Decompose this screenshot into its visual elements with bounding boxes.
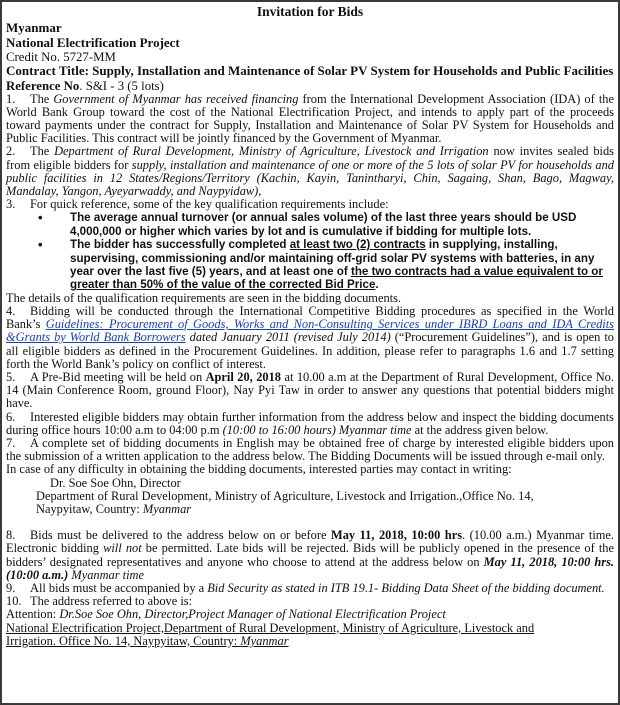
- contact-address-line2: Naypyitaw, Country:: [36, 502, 143, 517]
- contact-address-line1: Department of Rural Development, Ministry of Agriculture, Livestock and Irrigation.,Office No. 14,: [36, 488, 534, 503]
- paragraph-3: [6, 198, 614, 211]
- p5-text-c: at 10.00 a.m at the Department of Rural Development, Office No. 14 (Main Conference Room, ground Floor), Nay Pyi Taw in order to answer any questions that potential bidders might have.: [6, 369, 614, 411]
- difficulty-note: In case of any difficulty in obtaining the bidding documents, interested parties may contact in writing:: [6, 462, 512, 477]
- paragraph-4: [6, 305, 614, 371]
- p6-text-c: at the address given below.: [411, 422, 549, 437]
- address-line-2: [6, 635, 289, 648]
- p4-text-c: (“Procurement Guidelines”), and is open to all eligible bidders as defined in the Procurement Guidelines. In addition, please refer to paragraphs 1.6 and 1.7 setting forth the World Bank’s policy on conflict of interest.: [6, 330, 614, 371]
- p1-text-italic: Government of Myanmar has received financing: [53, 91, 299, 106]
- p1-text-c: from the International Development Association (IDA) of the World Bank Group toward the cost of the National Electrification Project, and intends to apply part of the proceeds toward payments under the contract for Supply, Installation and Maintenance of Solar PV System for Households and Public Facilities. This contract will be jointly financed by the Government of Myanmar.: [6, 91, 614, 146]
- contract-title: Contract Title: Supply, Installation and Maintenance of Solar PV System for Households and Public Facilities: [6, 63, 614, 78]
- p8-text-c: . (10.00 a.m.) Myanmar time. Electronic bidding: [6, 528, 615, 556]
- paragraph-number: 7.: [6, 436, 16, 450]
- pre-bid-date: April 20, 2018: [205, 369, 281, 384]
- paragraph-6: [6, 411, 614, 437]
- qualification-details: The details of the qualification requirements are seen in the bidding documents.: [6, 290, 401, 305]
- procurement-guidelines-link[interactable]: Guidelines: Procurement of Goods, Works and Non-Consulting Services under IBRD Loans and IDA Credits &Grants by World Bank Borrowers: [6, 317, 614, 345]
- bullet-2-text-a: The bidder has successfully completed: [70, 238, 290, 252]
- reference-label: Reference No: [6, 78, 80, 93]
- document-body: [6, 4, 614, 648]
- paragraph-8: [6, 529, 614, 582]
- paragraph-5: [6, 371, 614, 411]
- p6-text-a: Interested eligible bidders may obtain further information from the address below and inspect the bidding documents during office hours 10:00 a.m to 04:00 p.m: [6, 409, 614, 437]
- address-country: Myanmar: [240, 633, 289, 648]
- p4-date: dated January 2011 (revised July 2014): [185, 330, 391, 345]
- opening-date: May 11, 2018, 10:00 hrs. (10:00 a.m.): [6, 554, 614, 582]
- bid-security: Bid Security as stated in ITB 19.1- Bidding Data Sheet of the bidding document.: [207, 581, 605, 596]
- p3-text: For quick reference, some of the key qualification requirements include:: [30, 197, 389, 212]
- credit-number: Credit No. 5727-MM: [6, 50, 116, 64]
- contact-country: Myanmar: [142, 502, 192, 517]
- p2-text-c: now invites sealed bids from eligible bidders for: [6, 144, 614, 172]
- paragraph-number: 6.: [6, 409, 16, 424]
- p8-text-e: be permitted. Late bids will be rejected. Bids will be publicly opened in the presence of the bidders’ designated representatives and anyone who choose to attend at the address below on: [6, 541, 615, 569]
- p8-text-a: Bids must be delivered to the address below on or before: [30, 528, 332, 543]
- paragraph-number: 1.: [6, 91, 16, 106]
- bullet-2-text-c: in supplying, installing, supervising, commissioning and/or maintaining off-grid solar PV systems with batteries, in any year over the last five (5) years, and at least one of: [70, 238, 595, 278]
- address-line-1: National Electrification Project,Department of Rural Development, Ministry of Agriculture, Livestock and: [6, 620, 535, 635]
- contact-address: [6, 490, 614, 516]
- bullet-1-text: The average annual turnover (or annual sales volume) of the last three years should be USD 4,000,000 or higher which varies by lot and is cumulative if bidding for multiple lots.: [70, 211, 577, 238]
- p1-text-a: The: [30, 91, 54, 106]
- p2-text-a: The: [30, 144, 55, 159]
- p8-will-not: will not: [103, 541, 142, 556]
- address-line-2-text: Irrigation. Office No. 14, Naypyitaw, Country:: [6, 633, 241, 648]
- paragraph-2: [6, 145, 614, 198]
- p5-text-a: A Pre-Bid meeting will be held on: [30, 369, 206, 384]
- p2-scope: supply, installation and maintenance of one or more of the 5 lots of solar PV for households and public facilities in 12 States/Regions/Territory (Kachin, Kayin, Tanintharyi, Chin, Sagaing, Shan, Bago, Magway, Mandalay, Yangon, Ayeyarwaddy, and Naypyidaw),: [6, 157, 614, 198]
- attention-label: Attention:: [6, 607, 60, 622]
- bullet-icon: •: [38, 210, 43, 226]
- qualification-bullet: [6, 211, 614, 238]
- paragraph-number: 3.: [6, 197, 16, 212]
- p2-agency: Department of Rural Development, Ministry of Agriculture, Livestock and Irrigation: [54, 144, 489, 159]
- paragraph-number: 8.: [6, 528, 16, 543]
- paragraph-number: 5.: [6, 369, 16, 384]
- bullet-2-underlined-2: the two contracts had a value equivalent to or greater than 50% of the value of the corrected Bid Price: [70, 264, 603, 292]
- p9-text-a: All bids must be accompanied by a: [30, 581, 208, 596]
- p7-text: A complete set of bidding documents in English may be obtained free of charge by interested eligible bidders upon the submission of a written application to the address below. The Bidding Documents will be issued through e-mail only.: [6, 436, 614, 464]
- contact-name: Dr. Soe Soe Ohn, Director: [50, 475, 181, 490]
- attention-name: Dr.Soe Soe Ohn, Director,Project Manager of National Electrification Project: [59, 607, 446, 622]
- p8-time: Myanmar time: [68, 567, 145, 582]
- page-title: Invitation for Bids: [256, 4, 364, 19]
- paragraph-7: [6, 437, 614, 463]
- p6-hours: (10:00 to 16:00 hours) Myanmar time: [222, 422, 412, 437]
- qualification-bullet: [6, 238, 614, 292]
- paragraph-number: 4.: [6, 303, 16, 318]
- paragraph-number: 2.: [6, 144, 16, 159]
- deadline-date: May 11, 2018, 10:00 hrs: [331, 528, 463, 543]
- paragraph-number: 10.: [6, 594, 22, 609]
- country-heading: Myanmar: [6, 20, 62, 35]
- paragraph-number: 9.: [6, 581, 16, 596]
- reference-number: [6, 79, 614, 93]
- reference-value: . S&I - 3 (5 lots): [79, 78, 164, 93]
- p10-text: The address referred to above is:: [30, 594, 193, 609]
- paragraph-1: [6, 93, 614, 146]
- p4-text-a: Bidding will be conducted through the International Competitive Bidding procedures as specified in the World Bank’s: [6, 303, 614, 332]
- bullet-2-underlined: at least two (2) contracts: [289, 238, 426, 252]
- bullet-2-text-e: .: [375, 278, 379, 292]
- bullet-icon: •: [38, 237, 43, 253]
- attention-line: [6, 608, 614, 621]
- project-heading: National Electrification Project: [6, 34, 180, 50]
